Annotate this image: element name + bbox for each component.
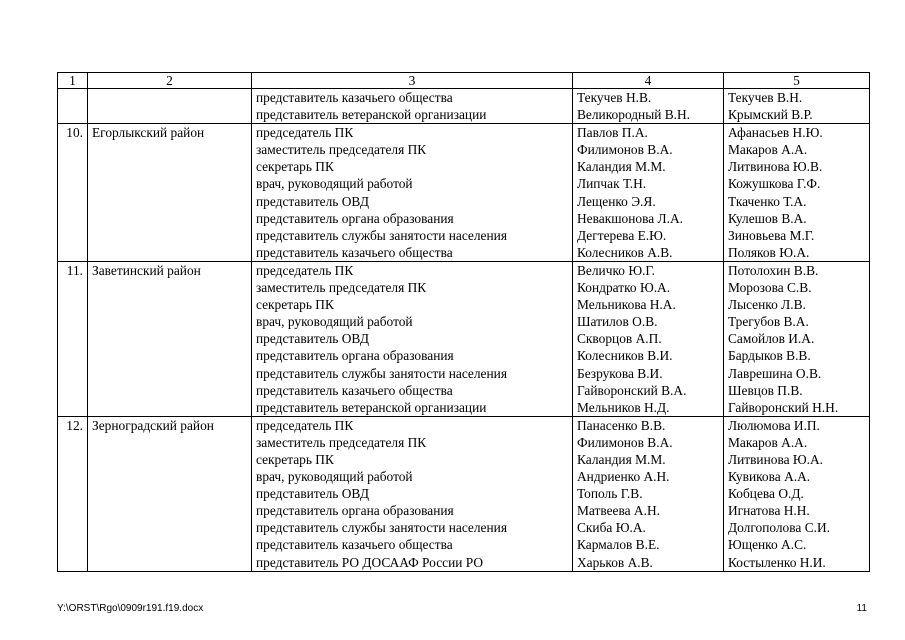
main-member-cell [573,89,724,124]
reserve-member-name: Трегубов В.А. [728,314,809,330]
reserve-member-name: Кобцева О.Д. [728,486,804,502]
main-member-cell [573,124,724,262]
role-line: врач, руководящий работой [256,176,413,192]
table-row [58,124,870,262]
row-number: 10. [58,124,88,262]
main-member-name: Липчак Т.Н. [577,176,647,192]
role-line: представитель ОВД [256,331,369,347]
reserve-member-name: Макаров А.А. [728,142,808,158]
header-cell: 1 [58,73,88,89]
role-cell [252,261,573,416]
reserve-member-name: Кувикова А.А. [728,469,811,485]
reserve-member-name: Шевцов П.В. [728,382,803,398]
main-member-name: Дегтерева Е.Ю. [577,227,667,243]
role-line: представитель органа образования [256,348,454,364]
reserve-member-name: Игнатова Н.Н. [728,503,810,519]
main-member-name: Филимонов В.А. [577,434,673,450]
reserve-member-name: Крымский В.Р. [728,107,813,123]
district-name: Егорлыкский район [88,124,252,262]
main-member-name: Скиба Ю.А. [577,520,646,536]
reserve-member-name: Текучев В.Н. [728,90,803,105]
page-number: 11 [856,603,867,614]
main-member-cell [573,261,724,416]
row-number [58,89,88,124]
reserve-member-name: Потолохин В.В. [728,262,819,278]
role-line: заместитель председателя ПК [256,280,427,296]
role-line: представитель ОВД [256,486,369,502]
document-path: Y:\ORST\Rgo\0909r191.f19.docx [57,603,204,614]
main-member-name: Харьков А.В. [577,554,653,570]
role-line: представитель органа образования [256,503,454,519]
header-cell: 3 [252,73,573,89]
district-name: Зерноградский район [88,416,252,571]
reserve-member-cell [724,261,870,416]
role-line: представитель казачьего общества [256,382,453,398]
role-line: секретарь ПК [256,297,334,313]
role-line: представитель службы занятости населения [256,365,507,381]
reserve-member-name: Афанасьев Н.Ю. [728,125,823,141]
role-line: представитель РО ДОСААФ России РО [256,554,484,570]
main-member-name: Матвеева А.Н. [577,503,660,519]
row-number: 11. [58,261,88,416]
reserve-member-name: Ющенко А.С. [728,537,807,553]
reserve-member-name: Поляков Ю.А. [728,244,810,260]
reserve-member-name: Макаров А.А. [728,434,808,450]
main-member-name: Лещенко Э.Я. [577,193,656,209]
table-row [58,416,870,571]
reserve-member-name: Литвинова Ю.А. [728,451,824,467]
main-member-name: Великородный В.Н. [577,107,691,123]
main-member-name: Гайворонский В.А. [577,382,687,398]
main-member-name: Безрукова В.И. [577,365,663,381]
district-name: Заветинский район [88,261,252,416]
role-line: представитель службы занятости населения [256,520,507,536]
header-cell: 5 [724,73,870,89]
role-line: представитель службы занятости населения [256,227,507,243]
role-line: заместитель председателя ПК [256,142,427,158]
reserve-member-name: Ткаченко Т.А. [728,193,807,209]
role-cell [252,89,573,124]
role-line: представитель казачьего общества [256,537,453,553]
main-member-name: Панасенко В.В. [577,417,666,433]
reserve-member-name: Кулешов В.А. [728,210,807,226]
main-member-name: Филимонов В.А. [577,142,673,158]
role-cell [252,416,573,571]
main-member-cell [573,416,724,571]
reserve-member-cell [724,416,870,571]
main-member-name: Мельников Н.Д. [577,399,670,415]
role-line: представитель органа образования [256,210,454,226]
header-cell: 2 [88,73,252,89]
reserve-member-name: Зиновьева М.Г. [728,227,815,243]
main-member-name: Скворцов А.П. [577,331,662,347]
main-member-name: Каландия М.М. [577,451,666,467]
role-line: врач, руководящий работой [256,469,413,485]
table-row [58,261,870,416]
reserve-member-name: Долгополова С.И. [728,520,830,536]
main-member-name: Величко Ю.Г. [577,262,656,278]
main-member-name: Кондратко Ю.А. [577,280,671,296]
role-line: представитель ОВД [256,193,369,209]
reserve-member-cell [724,124,870,262]
district-name [88,89,252,124]
table-row [58,89,870,124]
main-member-name: Каландия М.М. [577,159,666,175]
main-member-name: Колесников А.В. [577,244,673,260]
commission-table [57,72,870,572]
main-member-name: Андриенко А.Н. [577,469,670,485]
role-line: заместитель председателя ПК [256,434,427,450]
reserve-member-name: Кожушкова Г.Ф. [728,176,821,192]
reserve-member-name: Лаврешина О.В. [728,365,822,381]
reserve-member-name: Лысенко Л.В. [728,297,806,313]
main-member-name: Мельникова Н.А. [577,297,676,313]
reserve-member-cell [724,89,870,124]
main-member-name: Павлов П.А. [577,125,648,141]
role-line: представитель ветеранской организации [256,399,487,415]
reserve-member-name: Гайворонский Н.Н. [728,399,839,415]
main-member-name: Тополь Г.В. [577,486,643,502]
role-line: председатель ПК [256,262,354,278]
role-line: секретарь ПК [256,159,334,175]
reserve-member-name: Костыленко Н.И. [728,554,826,570]
reserve-member-name: Морозова С.В. [728,280,812,296]
role-line: врач, руководящий работой [256,314,413,330]
main-member-name: Кармалов В.Е. [577,537,660,553]
reserve-member-name: Литвинова Ю.В. [728,159,823,175]
main-member-name: Текучев Н.В. [577,90,652,105]
main-member-name: Невакшонова Л.А. [577,210,683,226]
reserve-member-name: Люлюмова И.П. [728,417,820,433]
role-line: представитель казачьего общества [256,90,453,105]
header-row [58,73,870,89]
role-line: представитель казачьего общества [256,244,453,260]
reserve-member-name: Самойлов И.А. [728,331,815,347]
row-number: 12. [58,416,88,571]
role-line: председатель ПК [256,417,354,433]
role-line: председатель ПК [256,125,354,141]
main-member-name: Шатилов О.В. [577,314,658,330]
main-member-name: Колесников В.И. [577,348,673,364]
role-line: представитель ветеранской организации [256,107,487,123]
role-cell [252,124,573,262]
role-line: секретарь ПК [256,451,334,467]
header-cell: 4 [573,73,724,89]
reserve-member-name: Бардыков В.В. [728,348,811,364]
